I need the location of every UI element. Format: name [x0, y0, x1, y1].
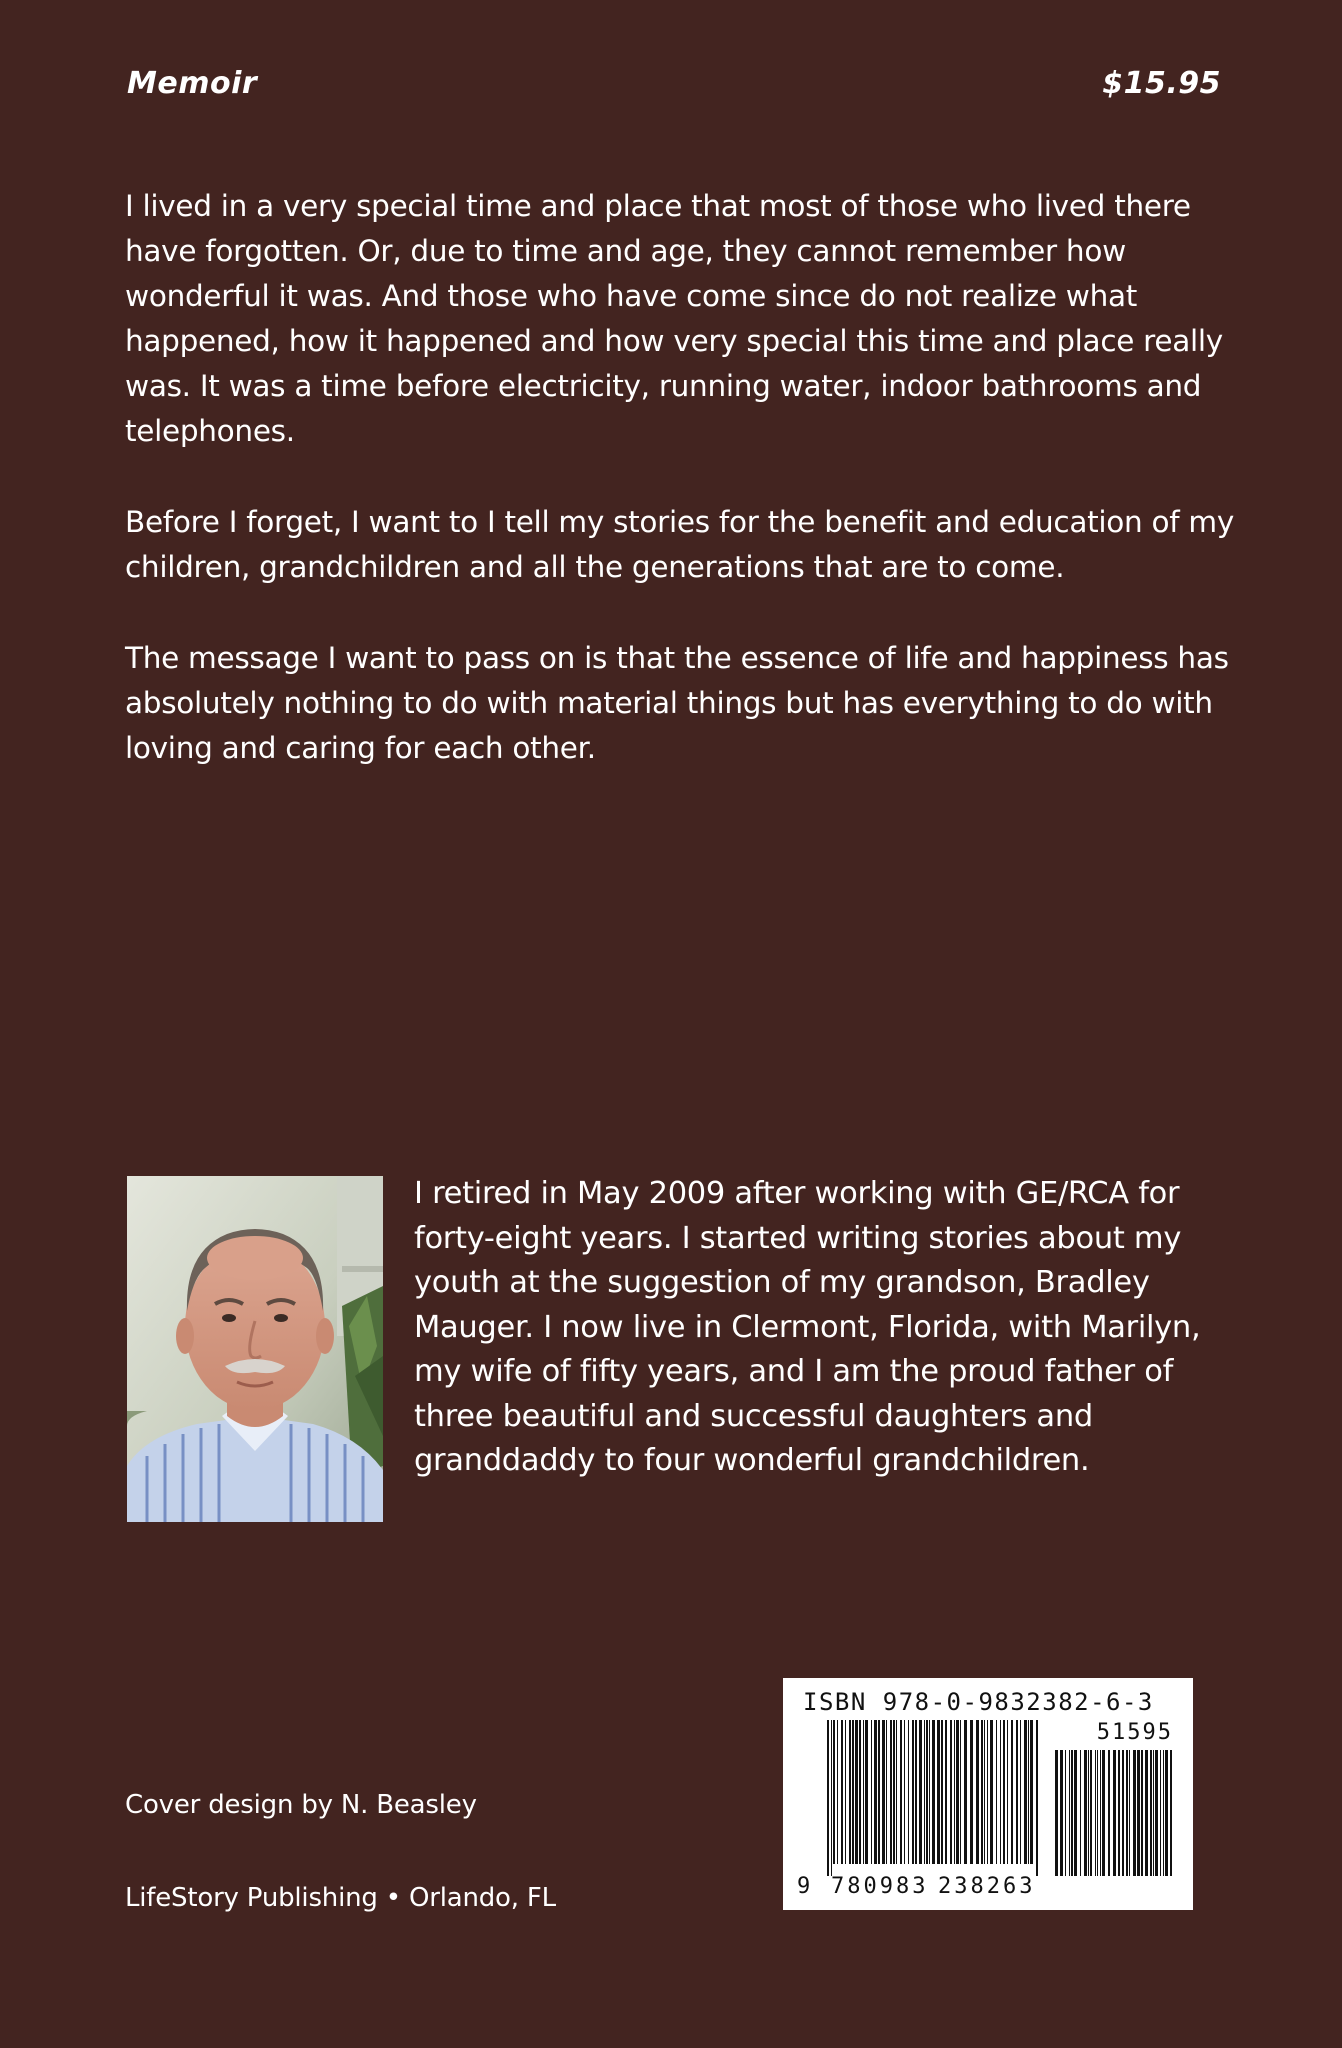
barcode-bar: [976, 1720, 979, 1864]
barcode-main-bars: [827, 1720, 1038, 1876]
barcode-bar: [950, 1720, 952, 1864]
barcode-bar: [896, 1720, 897, 1864]
barcode-bar: [855, 1720, 858, 1864]
barcode-bar: [912, 1720, 914, 1864]
barcode-bar: [915, 1720, 917, 1864]
barcode-bar: [984, 1720, 985, 1864]
barcode-bar: [1108, 1750, 1110, 1876]
barcode-bar: [1145, 1750, 1148, 1876]
barcode-bar: [874, 1720, 877, 1864]
barcode-bar: [837, 1720, 838, 1864]
barcode-bar: [886, 1720, 887, 1864]
barcode-bar: [908, 1720, 909, 1864]
barcode-bar: [954, 1720, 955, 1864]
barcode-bar: [1069, 1750, 1070, 1876]
barcode-bar: [831, 1720, 832, 1876]
barcode-bar: [926, 1720, 928, 1864]
blurb-paragraph: I lived in a very special time and place that most of those who lived there have forgotten. Or, due to time and age, they cannot remember how wonderful it was. And those who have come since do not realize what happened, how it happened and how very special this time and place really was. It was a time before electricity, running water, indoor bathrooms and telephones.: [125, 189, 1223, 448]
author-photo: [127, 1176, 383, 1522]
barcode-bar: [1097, 1750, 1098, 1876]
barcode-bar: [865, 1720, 868, 1864]
barcode-bar: [981, 1720, 983, 1864]
barcode-bar: [841, 1720, 843, 1864]
barcode-bar: [859, 1720, 861, 1864]
barcode-bar: [1122, 1750, 1124, 1876]
barcode-bar: [929, 1720, 930, 1864]
barcode-bar: [1118, 1750, 1120, 1876]
barcode-bar: [1102, 1750, 1105, 1876]
barcode-bar: [1065, 1750, 1066, 1876]
barcode-bar: [1090, 1750, 1092, 1876]
barcode-bar: [941, 1720, 943, 1864]
barcode-bar: [1024, 1720, 1027, 1864]
barcode-bar: [1095, 1750, 1096, 1876]
barcode-bar: [1100, 1750, 1101, 1876]
back-cover-blurb: [125, 184, 1235, 817]
barcode-bar: [890, 1720, 892, 1864]
barcode-bar: [1055, 1750, 1058, 1876]
barcode-bar: [937, 1720, 940, 1864]
barcode-bar: [1160, 1750, 1161, 1876]
barcode-left-digits: 780983: [831, 1874, 929, 1899]
barcode-bar: [1011, 1720, 1013, 1864]
barcode-bar: [1129, 1750, 1130, 1876]
barcode-bar: [996, 1720, 997, 1864]
barcode-addon-number: 51595: [1096, 1720, 1173, 1745]
barcode-bar: [970, 1720, 973, 1864]
barcode-bar: [1007, 1720, 1008, 1864]
publisher-line: LifeStory Publishing • Orlando, FL: [125, 1883, 556, 1913]
cover-design-credit: Cover design by N. Beasley: [125, 1790, 477, 1820]
barcode-bar: [904, 1720, 905, 1864]
barcode-bar: [1137, 1750, 1140, 1876]
price-label: $15.95: [1102, 66, 1221, 101]
blurb-paragraph: The message I want to pass on is that the essence of life and happiness has absolutely nothing to do with material things but has everything to do with loving and caring for each other.: [125, 641, 1229, 765]
barcode-bar: [882, 1720, 885, 1864]
barcode-bar: [833, 1720, 835, 1864]
barcode-bar: [956, 1720, 959, 1864]
barcode-bar: [827, 1720, 829, 1876]
barcode-bar: [1028, 1720, 1029, 1864]
barcode-bar: [1113, 1750, 1116, 1876]
barcode-bar: [932, 1720, 935, 1864]
barcode-bar: [1000, 1720, 1001, 1864]
barcode-bar: [1016, 1720, 1018, 1864]
barcode-bar: [1155, 1750, 1158, 1876]
barcode-bar: [852, 1720, 854, 1864]
barcode-bar: [1036, 1720, 1038, 1876]
barcode-bar: [1170, 1750, 1172, 1876]
barcode-bar: [1060, 1750, 1063, 1876]
barcode-bar: [1020, 1720, 1021, 1864]
barcode-bar: [893, 1720, 895, 1864]
barcode-addon-bars: [1055, 1750, 1172, 1876]
barcode-bar: [1003, 1720, 1005, 1864]
barcode-bar: [1071, 1750, 1073, 1876]
barcode-bar: [990, 1720, 993, 1864]
barcode-bar: [1141, 1750, 1143, 1876]
barcode-bar: [919, 1720, 922, 1864]
barcode-bar: [1150, 1750, 1152, 1876]
barcode-bar: [1163, 1750, 1164, 1876]
author-bio: I retired in May 2009 after working with GE/RCA for forty-eight years. I started writing stories about my youth at the suggestion of my grandson, Bradley Mauger. I now live in Clermont, Florida, with Marilyn, my wife of fifty years, and I am the proud father of three beautiful and successful daughters and granddaddy to four wonderful grandchildren.: [414, 1176, 1201, 1478]
barcode-bar: [987, 1720, 988, 1864]
isbn-barcode: [783, 1678, 1193, 1910]
barcode-bar: [964, 1720, 967, 1864]
barcode-bar: [1030, 1720, 1033, 1864]
blurb-paragraph: Before I forget, I want to I tell my stories for the benefit and education of my children, grandchildren and all the generations that are to come.: [125, 505, 1235, 584]
barcode-bar: [924, 1720, 925, 1864]
barcode-bar: [1165, 1750, 1168, 1876]
barcode-bar: [1133, 1750, 1136, 1876]
barcode-bar: [878, 1720, 880, 1864]
barcode-bar: [871, 1720, 872, 1864]
barcode-lead-digit: 9: [797, 1874, 811, 1899]
genre-label: Memoir: [127, 66, 258, 101]
barcode-bar: [845, 1720, 846, 1864]
barcode-bar: [960, 1720, 961, 1864]
barcode-bar: [945, 1720, 947, 1864]
barcode-bar: [1084, 1750, 1087, 1876]
barcode-right-digits: 238263: [938, 1874, 1036, 1899]
isbn-number: ISBN 978-0-9832382-6-3: [803, 1688, 1154, 1716]
barcode-bar: [1126, 1750, 1128, 1876]
barcode-bar: [1074, 1750, 1077, 1876]
barcode-bar: [1080, 1750, 1081, 1876]
author-portrait-illustration: [127, 1176, 383, 1522]
barcode-bar: [849, 1720, 851, 1864]
barcode-bar: [1153, 1750, 1154, 1876]
barcode-bar: [900, 1720, 902, 1864]
barcode-bar: [1088, 1750, 1089, 1876]
barcode-bar: [863, 1720, 864, 1864]
